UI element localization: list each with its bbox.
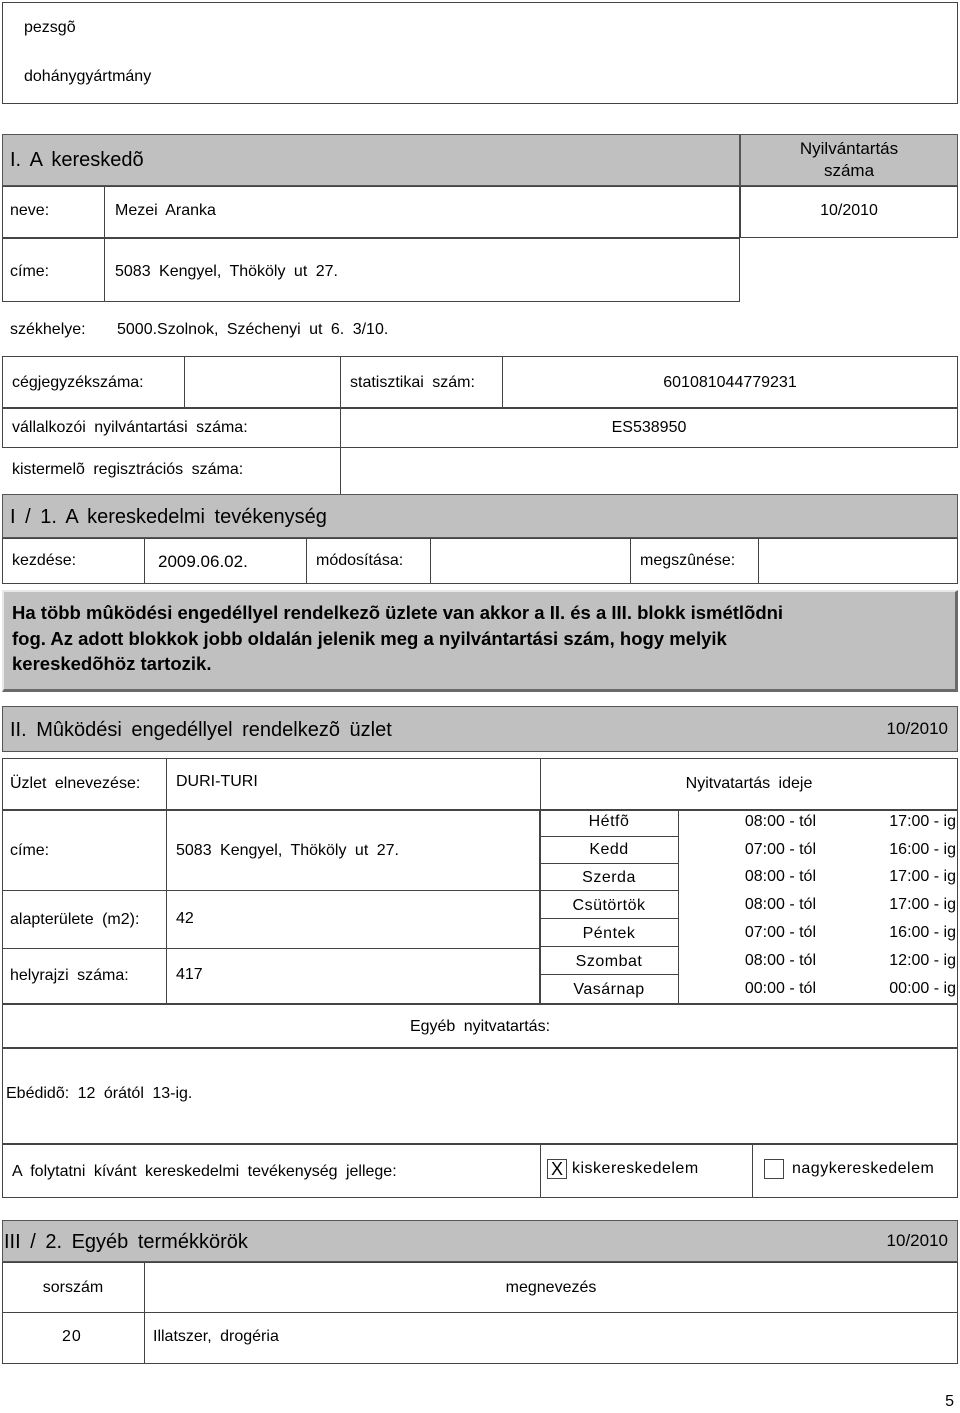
- divider: [540, 836, 678, 837]
- opening-time: 08:00 - tól: [744, 896, 816, 913]
- divider: [166, 810, 167, 1004]
- divider: [340, 356, 341, 408]
- other-hours-label: Egyéb nyitvatartás:: [409, 1018, 551, 1035]
- shop-reg-number: 10/2010: [886, 719, 948, 738]
- hours-title: Nyitvatartás ideje: [685, 775, 813, 792]
- divider: [104, 186, 105, 238]
- closing-time: 00:00 - ig: [889, 980, 956, 997]
- stat-label: statisztikai szám:: [350, 374, 475, 391]
- day-label: Vasárnap: [573, 981, 645, 998]
- products-table: [2, 1262, 958, 1364]
- divider: [144, 538, 145, 584]
- col-header-name: megnevezés: [505, 1279, 597, 1296]
- day-label: Szerda: [582, 869, 636, 886]
- divider: [2, 948, 540, 949]
- trader-name-row: [2, 186, 740, 238]
- products-reg-number: 10/2010: [886, 1231, 948, 1250]
- trader-section-title: I. A kereskedõ: [10, 149, 144, 171]
- product-name: Illatszer, drogéria: [153, 1328, 279, 1345]
- divider: [758, 538, 759, 584]
- day-label: Szombat: [575, 953, 643, 970]
- activity-dates-row: [2, 538, 958, 584]
- plot-value: 417: [176, 966, 203, 983]
- shop-name-label: Üzlet elnevezése:: [10, 775, 141, 792]
- divider: [540, 890, 678, 891]
- wholesale-checkbox[interactable]: [764, 1159, 784, 1179]
- notice-line-3: kereskedõhöz tartozik.: [12, 653, 212, 674]
- shop-address-label: címe:: [10, 842, 50, 859]
- name-label: neve:: [10, 202, 50, 219]
- divider: [752, 1144, 753, 1198]
- divider: [678, 810, 679, 1004]
- start-value: 2009.06.02.: [158, 552, 248, 571]
- plot-label: helyrajzi száma:: [10, 967, 129, 984]
- producer-label: kistermelõ regisztrációs száma:: [12, 461, 244, 478]
- divider: [630, 538, 631, 584]
- divider: [166, 758, 167, 810]
- retail-label: kiskereskedelem: [572, 1160, 699, 1177]
- entrepreneur-value: ES538950: [611, 419, 687, 436]
- divider: [540, 946, 678, 947]
- notice-line-1: Ha több mûködési engedéllyel rendelkezõ üzlete van akkor a II. és a III. blokk ismétlõdni: [12, 602, 784, 623]
- divider: [144, 1262, 145, 1364]
- closing-time: 17:00 - ig: [889, 813, 956, 830]
- product-number: 20: [62, 1328, 82, 1345]
- activity-item: dohánygyártmány: [24, 68, 152, 85]
- products-section-title: III / 2. Egyéb termékkörök: [4, 1231, 248, 1253]
- seat-value: 5000.Szolnok, Széchenyi ut 6. 3/10.: [117, 321, 389, 338]
- lunch-break: Ebédidõ: 12 órától 13-ig.: [6, 1085, 193, 1102]
- closing-time: 17:00 - ig: [889, 868, 956, 885]
- area-value: 42: [176, 910, 194, 927]
- shop-section-title: II. Mûködési engedéllyel rendelkezõ üzlet: [10, 719, 392, 741]
- reg-number: 10/2010: [820, 202, 878, 219]
- opening-time: 07:00 - tól: [744, 841, 816, 858]
- start-label: kezdése:: [12, 552, 77, 569]
- reg-number-header-line1: Nyilvántartás: [799, 139, 899, 158]
- activity-section-title: I / 1. A kereskedelmi tevékenység: [10, 506, 327, 528]
- col-header-number: sorszám: [42, 1279, 104, 1296]
- closing-time: 17:00 - ig: [889, 896, 956, 913]
- day-label: Csütörtök: [572, 897, 646, 914]
- divider: [540, 974, 678, 975]
- divider: [306, 538, 307, 584]
- divider: [184, 356, 185, 408]
- reg-number-header-line2: száma: [823, 161, 875, 180]
- company-reg-label: cégjegyzékszáma:: [12, 374, 144, 391]
- entrepreneur-label: vállalkozói nyilvántartási száma:: [12, 419, 248, 436]
- name-value: Mezei Aranka: [115, 202, 216, 219]
- closing-time: 12:00 - ig: [889, 952, 956, 969]
- divider: [2, 890, 540, 891]
- retail-checkbox[interactable]: X: [547, 1159, 567, 1179]
- closing-time: 16:00 - ig: [889, 924, 956, 941]
- shop-name-value: DURI-TURI: [176, 773, 258, 790]
- modified-label: módosítása:: [316, 552, 404, 569]
- seat-label: székhelye:: [10, 321, 86, 338]
- opening-time: 08:00 - tól: [744, 813, 816, 830]
- top-activity-box: [2, 2, 958, 104]
- area-label: alapterülete (m2):: [10, 911, 140, 928]
- notice-line-2: fog. Az adott blokkok jobb oldalán jelenik meg a nyilvántartási szám, hogy melyik: [12, 628, 727, 649]
- wholesale-label: nagykereskedelem: [792, 1160, 935, 1177]
- divider: [430, 538, 431, 584]
- address-value: 5083 Kengyel, Thököly ut 27.: [115, 263, 338, 280]
- end-label: megszûnése:: [640, 552, 736, 569]
- opening-time: 07:00 - tól: [744, 924, 816, 941]
- opening-time: 00:00 - tól: [744, 980, 816, 997]
- address-label: címe:: [10, 263, 50, 280]
- closing-time: 16:00 - ig: [889, 841, 956, 858]
- page-number: 5: [945, 1393, 954, 1410]
- opening-time: 08:00 - tól: [744, 868, 816, 885]
- divider: [540, 1144, 541, 1198]
- opening-time: 08:00 - tól: [744, 952, 816, 969]
- divider: [540, 918, 678, 919]
- shop-address-value: 5083 Kengyel, Thököly ut 27.: [176, 842, 399, 859]
- activity-type-label: A folytatni kívánt kereskedelmi tevékenység jellege:: [12, 1163, 397, 1180]
- divider: [540, 863, 678, 864]
- divider: [104, 238, 105, 302]
- activity-item: pezsgõ: [24, 19, 76, 36]
- divider: [2, 1312, 958, 1313]
- trader-address-row: [2, 238, 740, 302]
- day-label: Kedd: [589, 841, 629, 858]
- day-label: Péntek: [582, 925, 636, 942]
- stat-value: 601081044779231: [663, 374, 797, 391]
- day-label: Hétfõ: [588, 813, 630, 830]
